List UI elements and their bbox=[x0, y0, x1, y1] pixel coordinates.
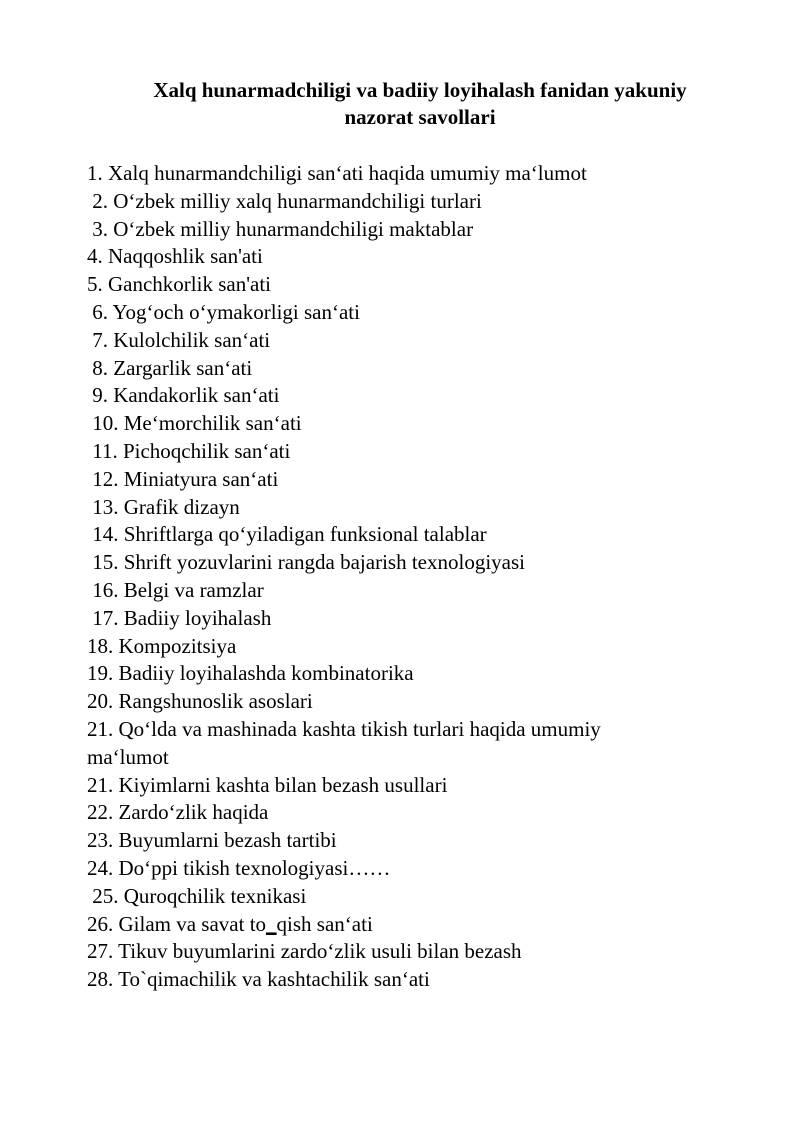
list-item: 16. Belgi va ramzlar bbox=[87, 577, 264, 602]
title-line-1: Xalq hunarmadchiligi va badiiy loyihalash fanidan yakuniy bbox=[153, 78, 687, 102]
list-item: 5. Ganchkorlik san'ati bbox=[87, 272, 271, 297]
list-item: 27. Tikuv buyumlarini zardo‘zlik usuli bilan bezash bbox=[87, 939, 522, 964]
list-item: 11. Pichoqchilik san‘ati bbox=[87, 438, 291, 463]
list-item: 7. Kulolchilik san‘ati bbox=[87, 327, 271, 352]
list-item bbox=[87, 911, 727, 939]
list-item: 19. Badiiy loyihalashda kombinatorika bbox=[87, 661, 414, 686]
list-item: 21. Qo‘lda va mashinada kashta tikish turlari haqida umumiy bbox=[87, 716, 601, 741]
document-title bbox=[70, 77, 770, 131]
list-item: 8. Zargarlik san‘ati bbox=[87, 355, 253, 380]
list-item: 12. Miniatyura san‘ati bbox=[87, 466, 279, 491]
title-line-2: nazorat savollari bbox=[344, 105, 496, 129]
list-item: 21. Kiyimlarni kashta bilan bezash usullari bbox=[87, 772, 448, 797]
list-item: 28. To`qimachilik va kashtachilik san‘ati bbox=[87, 967, 430, 992]
list-item: 23. Buyumlarni bezash tartibi bbox=[87, 828, 337, 853]
list-item: 10. Me‘morchilik san‘ati bbox=[87, 411, 302, 436]
list-item: 2. O‘zbek milliy xalq hunarmandchiligi turlari bbox=[87, 188, 482, 213]
list-item-text: qish san‘ati bbox=[276, 911, 373, 936]
list-item: 14. Shriftlarga qo‘yiladigan funksional talablar bbox=[87, 522, 487, 547]
question-list bbox=[87, 160, 727, 994]
list-item: 6. Yog‘och o‘ymakorligi san‘ati bbox=[87, 299, 360, 324]
list-item: ma‘lumot bbox=[87, 744, 169, 769]
list-item-underlined-char: _ bbox=[266, 911, 277, 936]
list-item: 22. Zardo‘zlik haqida bbox=[87, 800, 269, 825]
list-item: 3. O‘zbek milliy hunarmandchiligi maktablar bbox=[87, 216, 474, 241]
list-item-text: 26. Gilam va savat to bbox=[87, 911, 267, 936]
list-item: 24. Do‘ppi tikish texnologiyasi…… bbox=[87, 855, 391, 880]
list-item: 20. Rangshunoslik asoslari bbox=[87, 689, 313, 714]
list-item: 18. Kompozitsiya bbox=[87, 633, 237, 658]
list-item: 13. Grafik dizayn bbox=[87, 494, 240, 519]
list-item: 1. Xalq hunarmandchiligi san‘ati haqida umumiy ma‘lumot bbox=[87, 161, 587, 185]
list-item: 25. Quroqchilik texnikasi bbox=[87, 883, 307, 908]
list-item: 17. Badiiy loyihalash bbox=[87, 605, 272, 630]
list-item: 15. Shrift yozuvlarini rangda bajarish texnologiyasi bbox=[87, 550, 525, 575]
list-item: 9. Kandakorlik san‘ati bbox=[87, 383, 280, 408]
list-item: 4. Naqqoshlik san'ati bbox=[87, 244, 263, 269]
